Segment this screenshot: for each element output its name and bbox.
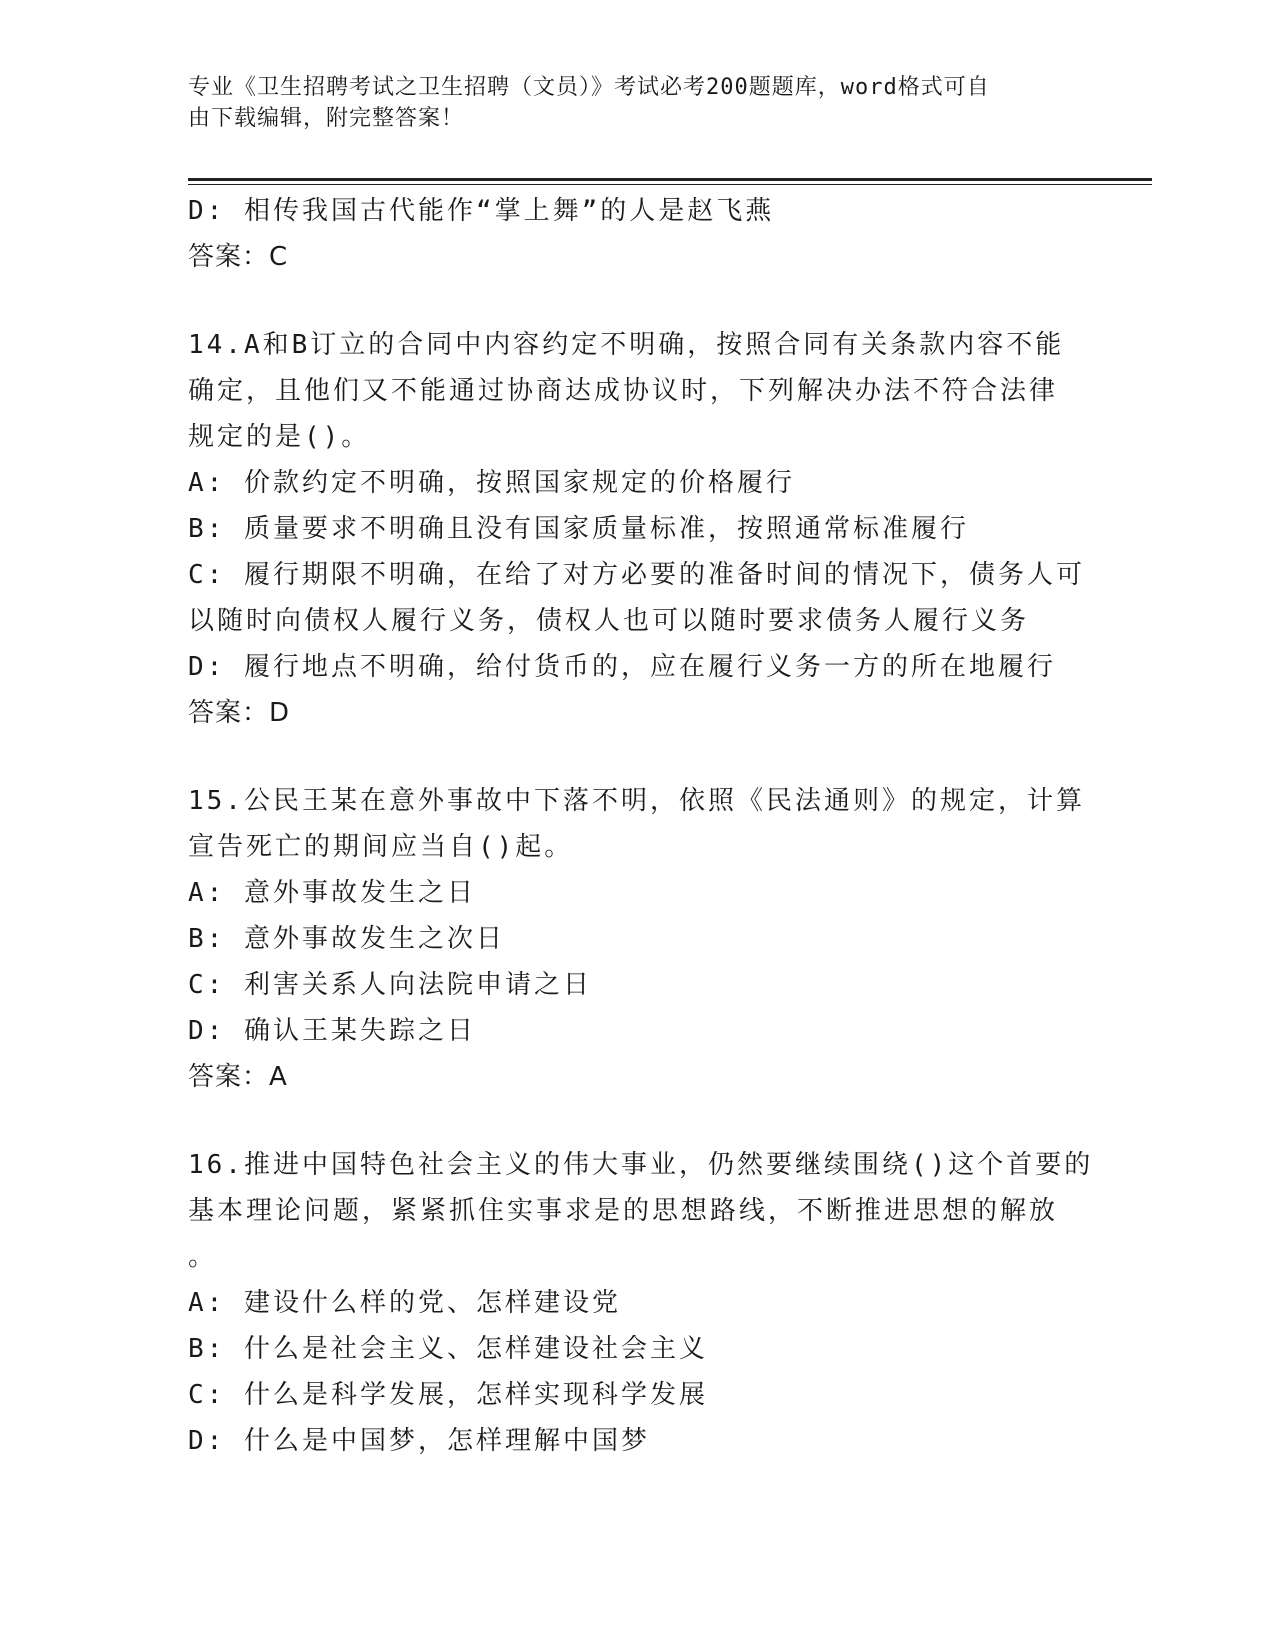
- option-d: D: 确认王某失踪之日: [188, 1016, 476, 1046]
- option-a: A: 价款约定不明确，按照国家规定的价格履行: [188, 468, 795, 498]
- question-stem-line: 确定，且他们又不能通过协商达成协议时，下列解决办法不符合法律: [188, 376, 1059, 406]
- carryover-option-d: D: 相传我国古代能作“掌上舞”的人是赵飞燕: [188, 196, 775, 226]
- question-stem-line: 。: [188, 1242, 218, 1272]
- header-line-2: 由下载编辑，附完整答案！: [188, 106, 465, 131]
- option-d: D: 履行地点不明确，给付货币的，应在履行义务一方的所在地履行: [188, 652, 1056, 682]
- option-a: A: 意外事故发生之日: [188, 878, 476, 908]
- carryover-answer: 答案：C: [188, 242, 289, 272]
- header-divider-thin: [188, 184, 1152, 185]
- answer: 答案：A: [188, 1062, 288, 1092]
- question-stem-line: 宣告死亡的期间应当自()起。: [188, 832, 574, 862]
- spacer: [188, 736, 1088, 778]
- option-c: C: 利害关系人向法院申请之日: [188, 970, 592, 1000]
- header-line-1: 专业《卫生招聘考试之卫生招聘（文员）》考试必考200题题库，word格式可自: [188, 75, 990, 100]
- question-stem-line: 基本理论问题，紧紧抓住实事求是的思想路线，不断推进思想的解放: [188, 1196, 1059, 1226]
- question-16: [188, 1142, 1094, 1464]
- question-15: [188, 778, 1088, 1100]
- option-c: C: 什么是科学发展，怎样实现科学发展: [188, 1380, 708, 1410]
- document-body: [188, 188, 1094, 1464]
- option-c: C: 履行期限不明确，在给了对方必要的准备时间的情况下，债务人可: [188, 560, 1085, 590]
- spacer: [188, 1100, 1088, 1142]
- option-b: B: 意外事故发生之次日: [188, 924, 505, 954]
- option-b: B: 质量要求不明确且没有国家质量标准，按照通常标准履行: [188, 514, 969, 544]
- document-header: [188, 72, 1068, 134]
- question-stem-line: 规定的是()。: [188, 422, 371, 452]
- question-stem-line: 15.公民王某在意外事故中下落不明，依照《民法通则》的规定，计算: [188, 786, 1085, 816]
- question-stem-line: 16.推进中国特色社会主义的伟大事业，仍然要继续围绕()这个首要的: [188, 1150, 1094, 1180]
- question-14: [188, 322, 1088, 736]
- spacer: [188, 280, 1088, 322]
- option-b: B: 什么是社会主义、怎样建设社会主义: [188, 1334, 708, 1364]
- header-divider-thick: [188, 178, 1152, 181]
- option-c-continued: 以随时向债权人履行义务，债权人也可以随时要求债务人履行义务: [188, 606, 1030, 636]
- option-a: A: 建设什么样的党、怎样建设党: [188, 1288, 621, 1318]
- answer: 答案：D: [188, 698, 291, 728]
- option-d: D: 什么是中国梦，怎样理解中国梦: [188, 1426, 650, 1456]
- question-stem-line: 14.A和B订立的合同中内容约定不明确，按照合同有关条款内容不能: [188, 330, 1065, 360]
